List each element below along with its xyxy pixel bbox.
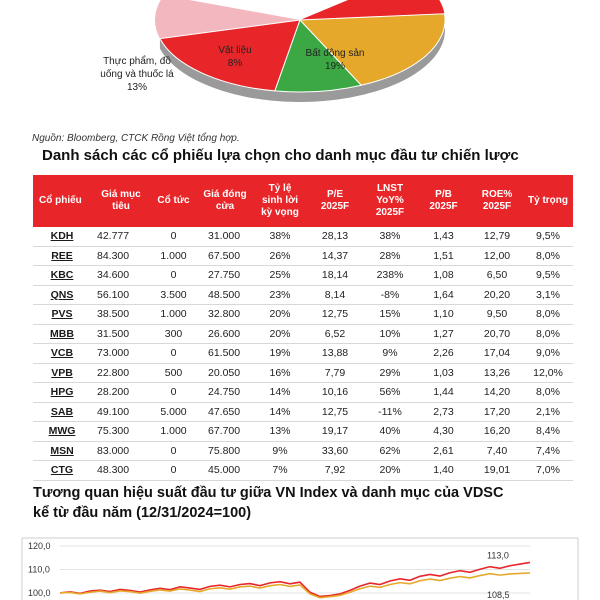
table-header-row bbox=[33, 175, 573, 227]
table-cell: 9% bbox=[254, 441, 306, 461]
table-cell: 7% bbox=[254, 461, 306, 481]
table-cell: 67.500 bbox=[196, 246, 254, 266]
table-row bbox=[33, 246, 573, 266]
table-cell: 8,0% bbox=[523, 246, 573, 266]
table-cell: 0 bbox=[151, 441, 196, 461]
end-value-label: 108,5 bbox=[487, 590, 510, 600]
table-cell: 3,1% bbox=[523, 285, 573, 305]
table-cell: 22.800 bbox=[91, 363, 151, 383]
table-row bbox=[33, 305, 573, 325]
ticker-cell: MSN bbox=[33, 441, 91, 461]
ticker-cell: CTG bbox=[33, 461, 91, 481]
table-cell: 61.500 bbox=[196, 344, 254, 364]
table-row bbox=[33, 461, 573, 481]
y-tick-label: 120,0 bbox=[28, 541, 51, 551]
table-cell: 31.000 bbox=[196, 227, 254, 246]
table-cell: 10% bbox=[364, 324, 416, 344]
table-cell: 12,79 bbox=[471, 227, 523, 246]
table-cell: 20.050 bbox=[196, 363, 254, 383]
table-cell: 238% bbox=[364, 266, 416, 286]
ticker-cell: MWG bbox=[33, 422, 91, 442]
table-cell: 1.000 bbox=[151, 422, 196, 442]
table-cell: 84.300 bbox=[91, 246, 151, 266]
table-row bbox=[33, 344, 573, 364]
table-cell: 38% bbox=[254, 227, 306, 246]
table-cell: 38% bbox=[364, 227, 416, 246]
ticker-cell: QNS bbox=[33, 285, 91, 305]
table-cell: 56% bbox=[364, 383, 416, 403]
table-cell: 5.000 bbox=[151, 402, 196, 422]
ticker-cell: SAB bbox=[33, 402, 91, 422]
table-cell: 12,00 bbox=[471, 246, 523, 266]
table-cell: 16% bbox=[254, 363, 306, 383]
source-note: Nguồn: Bloomberg, CTCK Rồng Việt tổng hợp. bbox=[32, 133, 240, 144]
table-cell: 8,4% bbox=[523, 422, 573, 442]
table-cell: 7,40 bbox=[471, 441, 523, 461]
table-cell: 20% bbox=[254, 324, 306, 344]
table-cell: 7,0% bbox=[523, 461, 573, 481]
column-header: Cổ phiếu bbox=[33, 175, 91, 227]
table-cell: 7,92 bbox=[306, 461, 364, 481]
column-header: ROE% 2025F bbox=[471, 175, 523, 227]
table-cell: 56.100 bbox=[91, 285, 151, 305]
table-cell: 8,0% bbox=[523, 305, 573, 325]
table-cell: 17,04 bbox=[471, 344, 523, 364]
table-cell: 14% bbox=[254, 402, 306, 422]
table-cell: 2,61 bbox=[416, 441, 471, 461]
table-cell: 20,20 bbox=[471, 285, 523, 305]
table-cell: 12,0% bbox=[523, 363, 573, 383]
table-cell: 1,51 bbox=[416, 246, 471, 266]
table-cell: 29% bbox=[364, 363, 416, 383]
table-row bbox=[33, 363, 573, 383]
table-cell: 17,20 bbox=[471, 402, 523, 422]
column-header: P/B 2025F bbox=[416, 175, 471, 227]
table-cell: 8,0% bbox=[523, 383, 573, 403]
table-cell: 9,50 bbox=[471, 305, 523, 325]
table-cell: 9,0% bbox=[523, 344, 573, 364]
table-cell: 14,37 bbox=[306, 246, 364, 266]
table-cell: 32.800 bbox=[196, 305, 254, 325]
table-cell: 13,88 bbox=[306, 344, 364, 364]
table-cell: 26% bbox=[254, 246, 306, 266]
table-cell: 1.000 bbox=[151, 305, 196, 325]
table-cell: 8,14 bbox=[306, 285, 364, 305]
table-cell: -8% bbox=[364, 285, 416, 305]
pie-label-materials: Vật liệu 8% bbox=[218, 45, 252, 69]
table-row bbox=[33, 422, 573, 442]
table-cell: 23% bbox=[254, 285, 306, 305]
table-cell: 47.650 bbox=[196, 402, 254, 422]
table-cell: 40% bbox=[364, 422, 416, 442]
table-cell: 27.750 bbox=[196, 266, 254, 286]
table-cell: 0 bbox=[151, 461, 196, 481]
performance-title-line1: Tương quan hiệu suất đầu tư giữa VN Index và danh mục của VDSC bbox=[33, 485, 504, 501]
table-cell: 67.700 bbox=[196, 422, 254, 442]
table-cell: 4,30 bbox=[416, 422, 471, 442]
ticker-cell: MBB bbox=[33, 324, 91, 344]
table-cell: 1,43 bbox=[416, 227, 471, 246]
table-cell: 9,5% bbox=[523, 266, 573, 286]
table-cell: 73.000 bbox=[91, 344, 151, 364]
table-cell: 0 bbox=[151, 227, 196, 246]
table-row bbox=[33, 266, 573, 286]
table-cell: 500 bbox=[151, 363, 196, 383]
table-cell: 9,5% bbox=[523, 227, 573, 246]
table-cell: 49.100 bbox=[91, 402, 151, 422]
ticker-cell: KDH bbox=[33, 227, 91, 246]
stock-table bbox=[33, 175, 573, 481]
table-cell: 1,10 bbox=[416, 305, 471, 325]
table-cell: 2,73 bbox=[416, 402, 471, 422]
table-cell: 6,50 bbox=[471, 266, 523, 286]
pie-label-real-estate: Bất động sản 19% bbox=[305, 48, 365, 72]
table-cell: 19,17 bbox=[306, 422, 364, 442]
ticker-cell: VPB bbox=[33, 363, 91, 383]
ticker-cell: REE bbox=[33, 246, 91, 266]
table-cell: 7,4% bbox=[523, 441, 573, 461]
table-cell: 1,44 bbox=[416, 383, 471, 403]
table-cell: 83.000 bbox=[91, 441, 151, 461]
table-cell: 6,52 bbox=[306, 324, 364, 344]
table-cell: 13% bbox=[254, 422, 306, 442]
table-cell: 19% bbox=[254, 344, 306, 364]
column-header: Tỷ lệ sinh lời kỳ vọng bbox=[254, 175, 306, 227]
table-cell: 20,70 bbox=[471, 324, 523, 344]
table-cell: 19,01 bbox=[471, 461, 523, 481]
table-cell: 34.600 bbox=[91, 266, 151, 286]
ticker-cell: PVS bbox=[33, 305, 91, 325]
table-row bbox=[33, 324, 573, 344]
table-cell: 2,26 bbox=[416, 344, 471, 364]
table-cell: 28,13 bbox=[306, 227, 364, 246]
table-cell: 31.500 bbox=[91, 324, 151, 344]
table-cell: 1.000 bbox=[151, 246, 196, 266]
column-header: Giá đóng cửa bbox=[196, 175, 254, 227]
table-cell: 33,60 bbox=[306, 441, 364, 461]
table-cell: 1,08 bbox=[416, 266, 471, 286]
table-cell: 0 bbox=[151, 383, 196, 403]
ticker-cell: HPG bbox=[33, 383, 91, 403]
column-header: Tỷ trọng bbox=[523, 175, 573, 227]
table-cell: 12,75 bbox=[306, 305, 364, 325]
table-cell: 42.777 bbox=[91, 227, 151, 246]
column-header: LNST YoY% 2025F bbox=[364, 175, 416, 227]
table-row bbox=[33, 402, 573, 422]
table-cell: 18,14 bbox=[306, 266, 364, 286]
table-cell: 300 bbox=[151, 324, 196, 344]
table-cell: 24.750 bbox=[196, 383, 254, 403]
table-cell: 28% bbox=[364, 246, 416, 266]
end-value-label: 113,0 bbox=[487, 550, 509, 561]
table-cell: 20% bbox=[364, 461, 416, 481]
table-cell: 0 bbox=[151, 266, 196, 286]
table-cell: 1,27 bbox=[416, 324, 471, 344]
table-cell: 48.500 bbox=[196, 285, 254, 305]
performance-title-line2: kể từ đầu năm (12/31/2024=100) bbox=[33, 505, 252, 521]
column-header: Cổ tức bbox=[151, 175, 196, 227]
series-line-1 bbox=[60, 573, 530, 598]
table-cell: 2,1% bbox=[523, 402, 573, 422]
ticker-cell: KBC bbox=[33, 266, 91, 286]
table-cell: 7,79 bbox=[306, 363, 364, 383]
table-cell: 0 bbox=[151, 344, 196, 364]
table-cell: 13,26 bbox=[471, 363, 523, 383]
table-cell: 10,16 bbox=[306, 383, 364, 403]
table-cell: 48.300 bbox=[91, 461, 151, 481]
table-cell: 25% bbox=[254, 266, 306, 286]
table-cell: 14% bbox=[254, 383, 306, 403]
table-row bbox=[33, 227, 573, 246]
table-title: Danh sách các cổ phiếu lựa chọn cho danh mục đầu tư chiến lược bbox=[42, 147, 519, 164]
table-cell: 26.600 bbox=[196, 324, 254, 344]
column-header: P/E 2025F bbox=[306, 175, 364, 227]
table-cell: 75.300 bbox=[91, 422, 151, 442]
table-body bbox=[33, 227, 573, 480]
table-cell: 14,20 bbox=[471, 383, 523, 403]
table-cell: 16,20 bbox=[471, 422, 523, 442]
table-cell: 1,03 bbox=[416, 363, 471, 383]
table-cell: 9% bbox=[364, 344, 416, 364]
table-cell: 12,75 bbox=[306, 402, 364, 422]
table-cell: 1,64 bbox=[416, 285, 471, 305]
ticker-cell: VCB bbox=[33, 344, 91, 364]
table-cell: 62% bbox=[364, 441, 416, 461]
table-cell: 45.000 bbox=[196, 461, 254, 481]
table-cell: -11% bbox=[364, 402, 416, 422]
table-cell: 1,40 bbox=[416, 461, 471, 481]
table-cell: 20% bbox=[254, 305, 306, 325]
table-cell: 38.500 bbox=[91, 305, 151, 325]
column-header: Giá mục tiêu bbox=[91, 175, 151, 227]
table-cell: 3.500 bbox=[151, 285, 196, 305]
table-cell: 15% bbox=[364, 305, 416, 325]
table-cell: 8,0% bbox=[523, 324, 573, 344]
table-cell: 75.800 bbox=[196, 441, 254, 461]
y-tick-label: 110,0 bbox=[28, 564, 50, 575]
pie-label-food: Thực phẩm, đồ uống và thuốc lá 13% bbox=[100, 56, 174, 93]
table-cell: 28.200 bbox=[91, 383, 151, 403]
performance-line-chart bbox=[0, 530, 600, 600]
table-row bbox=[33, 441, 573, 461]
table-row bbox=[33, 383, 573, 403]
y-tick-label: 100,0 bbox=[28, 587, 51, 598]
table-row bbox=[33, 285, 573, 305]
